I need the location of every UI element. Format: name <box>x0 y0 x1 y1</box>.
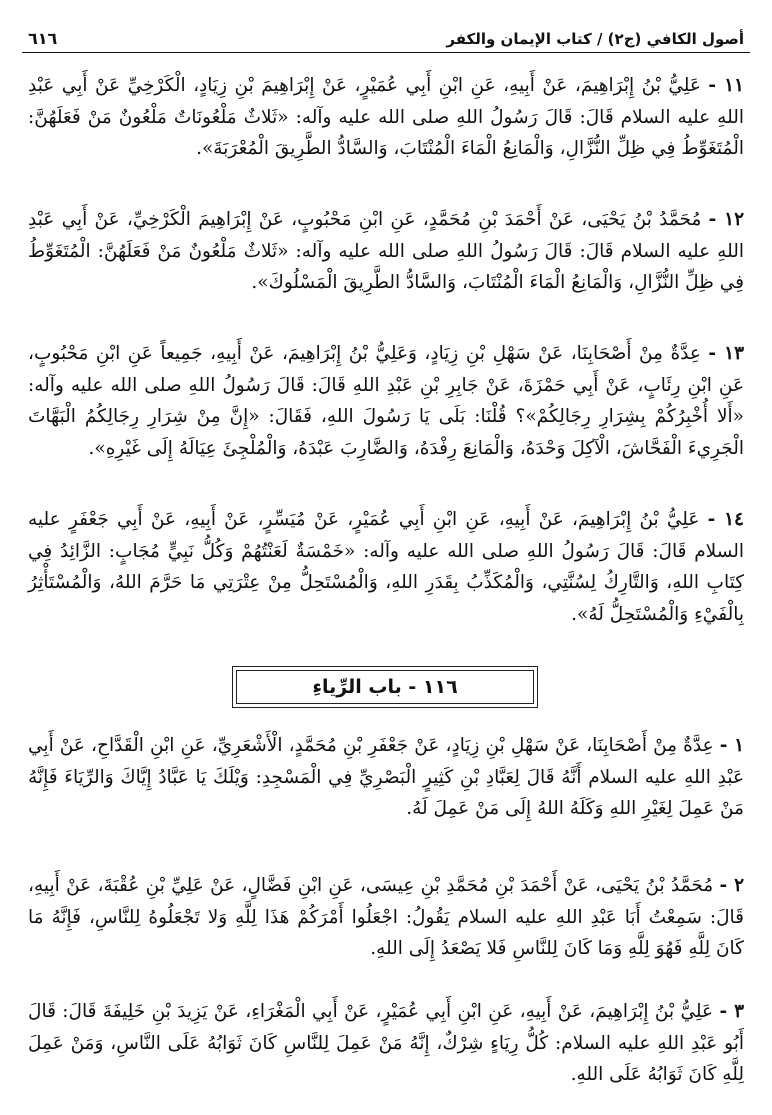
hadith-text: مُحَمَّدُ بْنُ يَحْيَى، عَنْ أَحْمَدَ بْنِ مُحَمَّدِ بْنِ عِيسَى، عَنِ ابْنِ فَضَّالٍ، عَنْ عَلِيِّ بْنِ عُقْبَةَ، عَنْ أَبِيهِ، قَالَ: سَمِعْتُ أَبَا عَبْدِ اللهِ عليه السلام يَقُولُ: اجْعَلُوا أَمْرَكُمْ هَذَا لِلَّهِ وَلا تَجْعَلُوهُ لِلنَّاسِ، فَإِنَّهُ مَا كَانَ لِلَّهِ فَهُوَ لِلَّهِ وَمَا كَانَ لِلنَّاسِ فَلا يَصْعَدُ إِلَى اللهِ. <box>28 875 744 959</box>
hadith-number: ١٣ - <box>708 343 745 364</box>
riya-hadith-3 <box>28 996 744 1091</box>
hadith-12 <box>28 204 744 299</box>
hadith-11 <box>28 70 744 165</box>
page-number: ٦١٦ <box>28 29 58 48</box>
hadith-number: ١١ - <box>708 75 744 96</box>
hadith-text: عِدَّةٌ مِنْ أَصْحَابِنَا، عَنْ سَهْلِ بْنِ زِيَادٍ، وَعَلِيُّ بْنُ إِبْرَاهِيمَ، عَنْ أَبِيهِ، جَمِيعاً عَنِ ابْنِ مَحْبُوبٍ، عَنِ ابْنِ رِئَابٍ، عَنْ أَبِي حَمْزَةَ، عَنْ جَابِرِ بْنِ عَبْدِ اللهِ قَالَ: قَالَ رَسُولُ اللهِ صلى الله عليه وآله: «أَلا أُخْبِرُكُمْ بِشِرَارِ رِجَالِكُمْ»؟ قُلْنَا: بَلَى يَا رَسُولَ اللهِ، فَقَالَ: «إِنَّ مِنْ شِرَارِ رِجَالِكُمُ الْبَهَّاتَ الْجَرِيءَ الْفَحَّاشَ، الْآكِلَ وَحْدَهُ، وَالْمَانِعَ رِفْدَهُ، وَالضَّارِبَ عَبْدَهُ، وَالْمُلْجِئَ عِيَالَهُ إِلَى غَيْرِهِ». <box>28 343 744 459</box>
hadith-number: ١٢ - <box>708 209 745 230</box>
hadith-number: ١٤ - <box>707 509 744 530</box>
hadith-number: ٣ - <box>719 1001 745 1022</box>
chapter-title: ١١٦ - باب الرِّياءِ <box>312 676 458 698</box>
hadith-text: عِدَّةٌ مِنْ أَصْحَابِنَا، عَنْ سَهْلِ بْنِ زِيَادٍ، عَنْ جَعْفَرِ بْنِ مُحَمَّدٍ، الْأَشْعَرِيِّ، عَنِ ابْنِ الْقَدَّاحِ، عَنْ أَبِي عَبْدِ اللهِ عليه السلام أَنَّهُ قَالَ لِعَبَّادِ بْنِ كَثِيرٍ الْبَصْرِيِّ فِي الْمَسْجِدِ: وَيْلَكَ يَا عَبَّادُ إِيَّاكَ وَالرِّيَاءَ فَإِنَّهُ مَنْ عَمِلَ لِغَيْرِ اللهِ وَكَلَهُ اللهُ إِلَى مَنْ عَمِلَ لَهُ. <box>28 735 744 819</box>
hadith-text: عَلِيُّ بْنُ إِبْرَاهِيمَ، عَنْ أَبِيهِ، عَنِ ابْنِ أَبِي عُمَيْرٍ، عَنْ إِبْرَاهِيمَ بْنِ زِيَادٍ، الْكَرْخِيِّ عَنْ أَبِي عَبْدِ اللهِ عليه السلام قَالَ: قَالَ رَسُولُ اللهِ صلى الله عليه وآله: «ثَلاثٌ مَلْعُونَاتٌ مَلْعُونٌ مَنْ فَعَلَهُنَّ: الْمُتَغَوِّطُ فِي ظِلِّ النُّزَّالِ، وَالْمَانِعُ الْمَاءَ الْمُنْتَابَ، وَالسَّادُّ الطَّرِيقَ الْمُعْرَبَةَ». <box>28 75 744 159</box>
hadith-14 <box>28 504 744 630</box>
hadith-number: ٢ - <box>719 875 744 896</box>
book-page <box>22 18 750 1085</box>
hadith-text: مُحَمَّدُ بْنُ يَحْيَى، عَنْ أَحْمَدَ بْنِ مُحَمَّدٍ، عَنِ ابْنِ مَحْبُوبٍ، عَنْ إِبْرَاهِيمَ الْكَرْخِيِّ، عَنْ أَبِي عَبْدِ اللهِ عليه السلام قَالَ: قَالَ رَسُولُ اللهِ صلى الله عليه وآله: «ثَلاثٌ مَلْعُونٌ مَنْ فَعَلَهُنَّ: الْمُتَغَوِّطُ فِي ظِلِّ النُّزَّالِ، وَالْمَانِعُ الْمَاءَ الْمُنْتَابَ، وَالسَّادُّ الطَّرِيقَ الْمَسْلُوكَ». <box>28 209 744 293</box>
riya-hadith-1 <box>28 730 744 825</box>
hadith-text: عَلِيُّ بْنُ إِبْرَاهِيمَ، عَنْ أَبِيهِ، عَنِ ابْنِ أَبِي عُمَيْرٍ، عَنْ أَبِي الْمَغْرَاءِ، عَنْ يَزِيدَ بْنِ خَلِيفَةَ قَالَ: قَالَ أَبُو عَبْدِ اللهِ عليه السلام: كُلُّ رِيَاءٍ شِرْكٌ، إِنَّهُ مَنْ عَمِلَ لِلنَّاسِ كَانَ ثَوَابُهُ عَلَى النَّاسِ، وَمَنْ عَمِلَ لِلَّهِ كَانَ ثَوَابُهُ عَلَى اللهِ. <box>28 1001 744 1085</box>
riya-hadith-2 <box>28 870 744 965</box>
chapter-heading-box <box>232 666 538 708</box>
hadith-number: ١ - <box>719 735 744 756</box>
hadith-13 <box>28 338 744 464</box>
running-title: أصول الكافي (ج٢) / كتاب الإيمان والكفر <box>446 30 744 48</box>
hadith-text: عَلِيُّ بْنُ إِبْرَاهِيمَ، عَنْ أَبِيهِ، عَنِ ابْنِ أَبِي عُمَيْرٍ، عَنْ مُيَسِّرٍ، عَنْ أَبِيهِ، عَنْ أَبِي جَعْفَرٍ عليه السلام قَالَ: قَالَ رَسُولُ اللهِ صلى الله عليه وآله: «خَمْسَةٌ لَعَنْتُهُمْ وَكُلُّ نَبِيٍّ مُجَابٍ: الزَّائِدُ فِي كِتَابِ اللهِ، وَالتَّارِكُ لِسُنَّتِي، وَالْمُكَذِّبُ بِقَدَرِ اللهِ، وَالْمُسْتَحِلُّ مِنْ عِتْرَتِي مَا حَرَّمَ اللهُ، وَالْمُسْتَأْثِرُ بِالْفَيْءِ وَالْمُسْتَحِلُّ لَهُ». <box>28 509 744 625</box>
running-head <box>22 18 750 53</box>
